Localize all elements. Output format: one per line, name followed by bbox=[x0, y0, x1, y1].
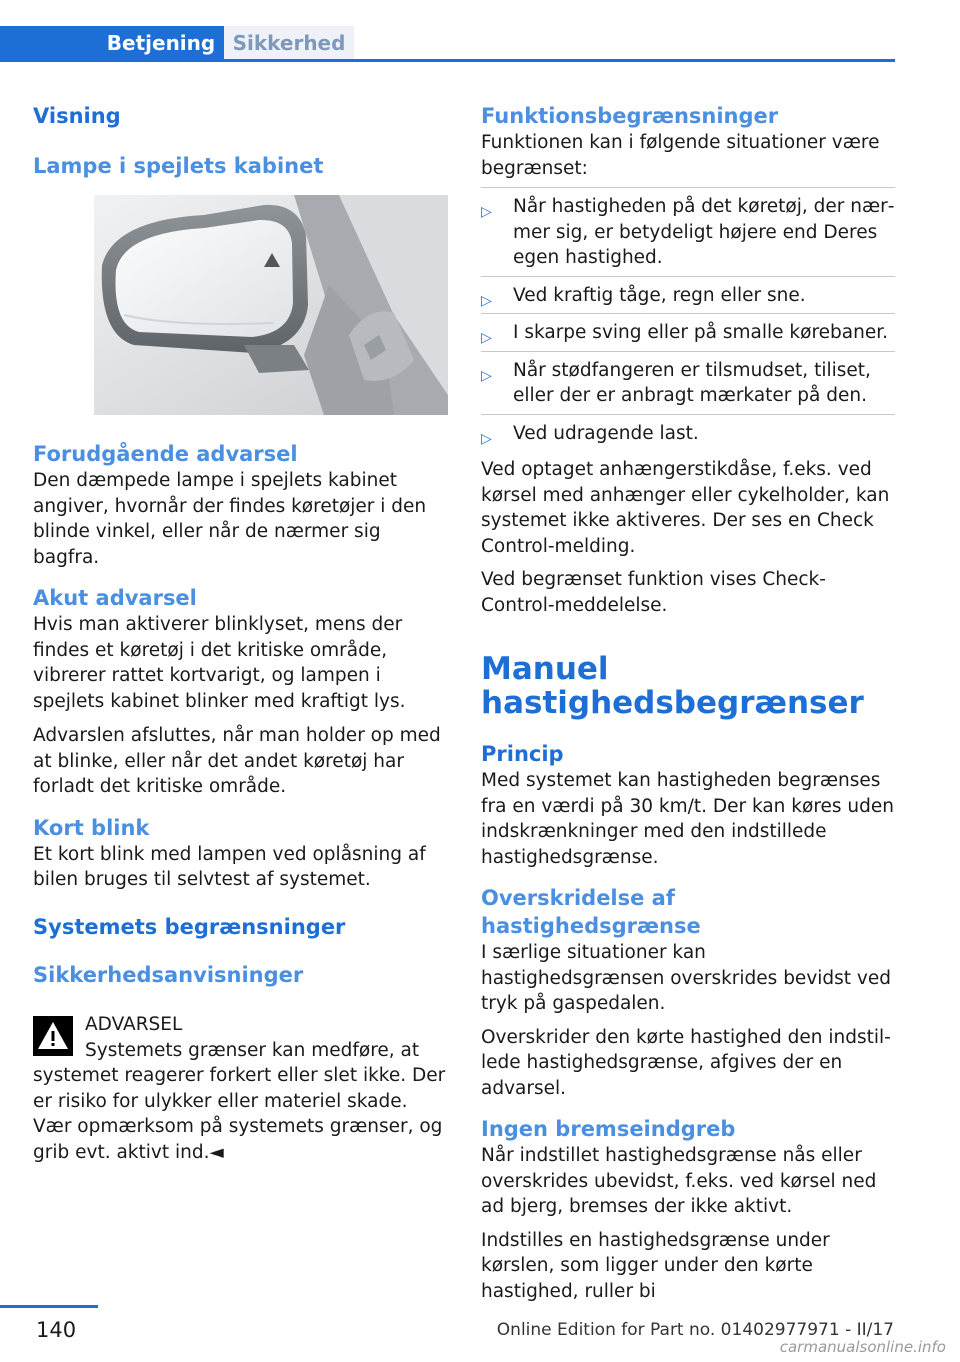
tab-lead-bar bbox=[0, 26, 98, 59]
text-overskridelse-1: I særlige situationer kan hastighedsgrænsen overskrides bevidst ved tryk på gaspedalen. bbox=[481, 942, 891, 1014]
list-item: ▷ Når stødfangeren er tilsmudset, tiliset, eller der er anbragt mærkater på den. bbox=[481, 358, 895, 415]
left-column-text bbox=[33, 440, 448, 989]
text-forudgaende: Den dæmpede lampe i spejlets kabinet angiver, hvornår der findes køretøjer i den blinde vinkel, eller når de nærmer sig bagfra. bbox=[33, 470, 427, 568]
text-ingen-2: Indstilles en hastighedsgrænse under kørslen, som ligger under den kørte hastighed, ruller bi bbox=[481, 1229, 830, 1302]
list-item: ▷ Ved udragende last. bbox=[481, 421, 895, 452]
warning-text: Systemets grænser kan medføre, at systemet reagerer forkert eller slet ikke. Der er risiko for ulykker eller materiel skade. Vær opmærksom på systemets grænser, og grib evt. aktivt ind.◄ bbox=[33, 1039, 446, 1163]
text-ingen-1: Når indstillet hastighedsgrænse nås eller overskrides ubevidst, f.eks. ved kørsel ned ad bjerg, bremses der ikke aktivt. bbox=[481, 1145, 877, 1217]
triangle-bullet-icon: ▷ bbox=[481, 367, 492, 384]
heading-systemets: Systemets begrænsninger bbox=[33, 914, 346, 939]
edition-footer: Online Edition for Part no. 01402977971 - II/17 bbox=[496, 1320, 894, 1340]
page-number-rule bbox=[0, 1305, 98, 1308]
heading-sikkerhed: Sikkerhedsanvisninger bbox=[33, 962, 304, 987]
list-item: ▷ Når hastigheden på det køretøj, der nærmer sig, er betydeligt højere end Deres egen hastighed. bbox=[481, 194, 895, 277]
triangle-bullet-icon: ▷ bbox=[481, 204, 492, 220]
text-akut-1: Hvis man aktiverer blinklyset, mens der findes et køretøj i det kritiske område, vibrerer rattet kortvarigt, og lampen i spejlets kabinet blinker med kraftigt lys. bbox=[33, 614, 406, 712]
heading-visning: Visning bbox=[33, 104, 121, 128]
list-item: ▷ Ved kraftig tåge, regn eller sne. bbox=[481, 283, 895, 315]
page-number: 140 bbox=[36, 1318, 77, 1342]
triangle-bullet-icon: ▷ bbox=[481, 430, 492, 447]
heading-funktions: Funktionsbegrænsninger bbox=[481, 104, 779, 128]
heading-kort-blink: Kort blink bbox=[33, 815, 150, 840]
heading-akut: Akut advarsel bbox=[33, 586, 197, 610]
header-tabs bbox=[0, 26, 895, 62]
text-funktions: Funktionen kan i følgende situationer være begrænset: bbox=[481, 130, 895, 188]
warning-box bbox=[33, 1012, 448, 1165]
heading-lampe: Lampe i spejlets kabinet bbox=[33, 154, 324, 178]
left-column bbox=[33, 102, 448, 180]
heading-forudgaende: Forudgående advarsel bbox=[33, 442, 298, 466]
limitation-list bbox=[481, 194, 895, 451]
text-overskridelse-2: Overskrider den kørte hastighed den indstillede hastighedsgrænse, afgives der en advarsel. bbox=[481, 1026, 891, 1099]
triangle-bullet-icon: ▷ bbox=[481, 330, 492, 346]
right-column bbox=[481, 102, 895, 1304]
tab-sikkerhed[interactable]: Sikkerhed bbox=[224, 26, 354, 59]
text-princip: Med systemet kan hastigheden begrænses fra en værdi på 30 km/t. Der kan køres uden indskrænkninger med den indstillede hastighedsgrænse. bbox=[481, 770, 894, 868]
text-anhaenger: Ved optaget anhængerstikdåse, f.eks. ved kørsel med anhænger eller cykelholder, kan systemet ikke aktiveres. Der ses en Check Control-melding. bbox=[481, 459, 890, 557]
text-kort-blink: Et kort blink med lampen ved oplåsning af bilen bruges til selvtest af systemet. bbox=[33, 843, 426, 890]
list-item: ▷ I skarpe sving eller på smalle kørebaner. bbox=[481, 320, 895, 352]
tab-betjening[interactable]: Betjening bbox=[98, 26, 224, 59]
heading-manuel: Manuel hastighedsbegrænser bbox=[481, 651, 864, 721]
heading-overskridelse: Overskridelse af hastighedsgrænse bbox=[481, 886, 701, 938]
warning-icon bbox=[33, 1016, 73, 1056]
heading-ingen-bremse: Ingen bremseindgreb bbox=[481, 1117, 736, 1141]
triangle-bullet-icon: ▷ bbox=[481, 292, 492, 309]
text-akut-2: Advarslen afsluttes, når man holder op med at blinke, eller når det andet køretøj har forladt det kritiske område. bbox=[33, 725, 441, 797]
header-rule bbox=[0, 59, 895, 62]
warning-title: ADVARSEL bbox=[85, 1014, 183, 1035]
heading-princip: Princip bbox=[481, 742, 564, 766]
text-check-control: Ved begrænset funktion vises Check-Control-meddelelse. bbox=[481, 569, 826, 616]
watermark: carmanualsonline.info bbox=[779, 1338, 946, 1356]
mirror-illustration bbox=[94, 195, 448, 415]
